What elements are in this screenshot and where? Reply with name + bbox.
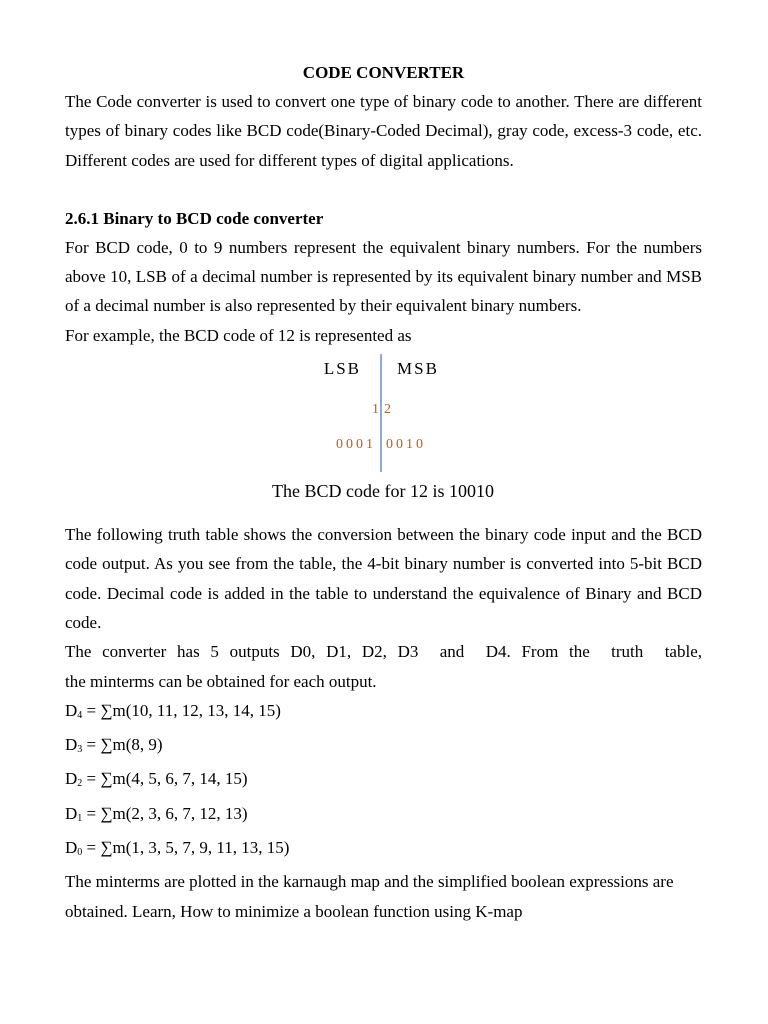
kmap-paragraph: The minterms are plotted in the karnaugh map and the simplified boolean expressions are obtained. Learn, How to minimize a boolean function using K-map (65, 872, 674, 921)
example-paragraph: For example, the BCD code of 12 is represented as (65, 325, 412, 345)
msb-label: MSB (397, 359, 439, 379)
outputs-paragraph-line2: the minterms can be obtained for each output. (65, 671, 377, 691)
equation-expression: = ∑m(8, 9) (82, 735, 163, 755)
bcd-figure-svg (65, 352, 702, 520)
minterm-equation (65, 696, 702, 730)
bcd-figure (65, 352, 702, 520)
equation-variable: D (65, 700, 78, 720)
equation-subscript: 2 (77, 778, 83, 790)
equation-subscript: 3 (77, 744, 83, 756)
lsb-label: LSB (323, 359, 361, 379)
figure-caption: The BCD code for 12 is 10010 (272, 481, 494, 502)
minterm-equations (65, 696, 702, 867)
equation-expression: = ∑m(2, 3, 6, 7, 12, 13) (82, 803, 248, 823)
intro-paragraph: The Code converter is used to convert one type of binary code to another. There are different types of binary codes like BCD code(Binary-Coded Decimal), gray code, excess-3 code, etc. Different codes are used for different types of digital applications. (65, 92, 702, 170)
bits-right: 0010 (386, 437, 426, 453)
equation-variable: D (65, 838, 78, 858)
equation-variable: D (65, 803, 78, 823)
equation-variable: D (65, 769, 78, 789)
number-right-digit: 2 (384, 402, 391, 418)
bcd-paragraph: For BCD code, 0 to 9 numbers represent the equivalent binary numbers. For the numbers above 10, LSB of a decimal number is represented by its equivalent binary number and MSB of a decimal number is also represented by their equivalent binary numbers. (65, 237, 702, 316)
minterm-equation (65, 764, 702, 798)
page-title: CODE CONVERTER (302, 63, 465, 82)
minterm-equation (65, 833, 702, 867)
document-page (65, 58, 702, 926)
truth-table-paragraph: The following truth table shows the conversion between the binary code input and the BCD code output. As you see from the table, the 4-bit binary number is converted into 5-bit BCD code. Decimal code is added in the table to understand the equivalence of Binary and BCD code. (65, 525, 702, 632)
equation-variable: D (65, 735, 78, 755)
minterm-equation (65, 799, 702, 833)
equation-subscript: 1 (77, 812, 83, 824)
section-heading: 2.6.1 Binary to BCD code converter (65, 208, 324, 228)
equation-subscript: 0 (77, 847, 83, 859)
equation-expression: = ∑m(10, 11, 12, 13, 14, 15) (82, 700, 281, 720)
equation-subscript: 4 (77, 709, 83, 721)
bits-left: 0001 (336, 437, 376, 453)
equation-expression: = ∑m(1, 3, 5, 7, 9, 11, 13, 15) (82, 838, 290, 858)
equation-expression: = ∑m(4, 5, 6, 7, 14, 15) (82, 769, 248, 789)
minterm-equation (65, 730, 702, 764)
outputs-paragraph-line1: The converter has 5 outputs D0, D1, D2, D3 and D4. From the truth table, (65, 642, 702, 662)
number-left-digit: 1 (372, 402, 379, 418)
